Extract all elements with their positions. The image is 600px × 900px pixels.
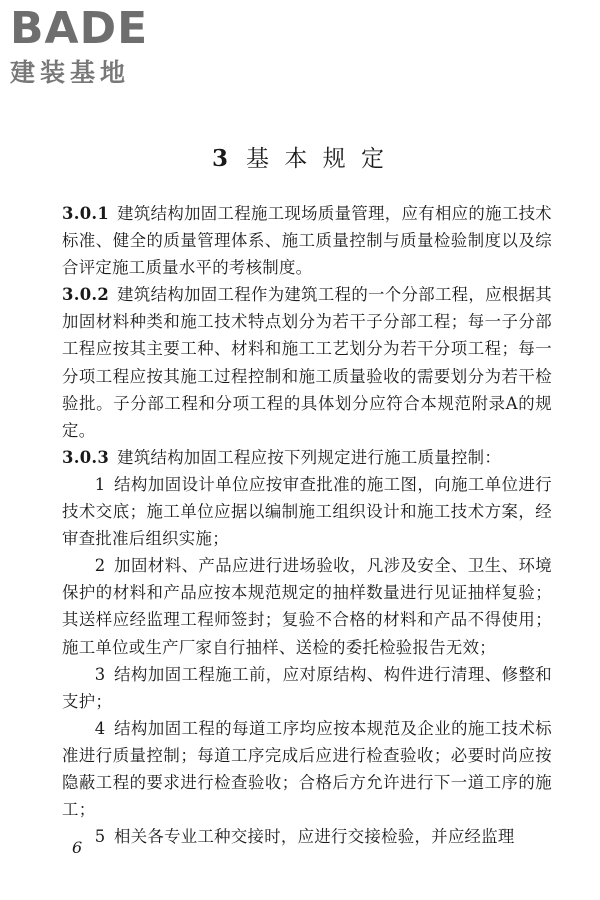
chapter-number: 3: [212, 145, 233, 172]
list-item-1: [62, 471, 552, 552]
list-item-5: [62, 823, 552, 850]
item-number: 1: [94, 474, 106, 494]
item-text: 结构加固设计单位应按审查批准的施工图，向施工单位进行技术交底；施工单位应据以编制施工组织设计和施工技术方案，经审查批准后组织实施；: [62, 474, 552, 549]
list-item-4: [62, 715, 552, 823]
clause-3-0-3: [62, 444, 552, 471]
item-text: 相关各专业工种交接时，应进行交接检验，并应经监理: [114, 827, 515, 847]
clause-3-0-2: [62, 281, 552, 444]
clause-number: 3.0.1: [62, 204, 110, 223]
clause-text: 建筑结构加固工程作为建筑工程的一个分部工程，应根据其加固材料种类和施工技术特点划分为若干子分部工程；每一子分部工程应按其主要工种、材料和施工工艺划分为若干分项工程；每一分项工程应按其施工过程控制和施工质量验收的需要划分为若干检验批。子分部工程和分项工程的具体划分应符合本规范附录A的规定。: [62, 285, 552, 440]
clause-text: 建筑结构加固工程应按下列规定进行施工质量控制：: [117, 447, 502, 467]
clause-3-0-1: [62, 200, 552, 281]
logo-subtitle: 建装基地: [10, 58, 131, 87]
page-number: 6: [72, 838, 83, 857]
item-text: 加固材料、产品应进行进场验收，凡涉及安全、卫生、环境保护的材料和产品应按本规范规定的抽样数量进行见证抽样复验；其送样应经监理工程师签封；复验不合格的材料和产品不得使用；施工单位或生产厂家自行抽样、送检的委托检验报告无效；: [62, 556, 552, 657]
logo-wordmark: BADE: [10, 3, 149, 54]
item-number: 2: [94, 556, 106, 576]
brand-logo: [10, 3, 180, 88]
clause-number: 3.0.3: [62, 447, 110, 467]
clause-text: 建筑结构加固工程施工现场质量管理，应有相应的施工技术标准、健全的质量管理体系、施工质量控制与质量检验制度以及综合评定施工质量水平的考核制度。: [62, 204, 552, 278]
item-text: 结构加固工程施工前，应对原结构、构件进行清理、修整和支护；: [62, 664, 552, 711]
list-item-3: [62, 661, 552, 715]
chapter-title: 基 本 规 定: [246, 146, 388, 172]
item-number: 4: [94, 718, 106, 738]
clause-number: 3.0.2: [62, 285, 110, 305]
list-item-2: [62, 552, 552, 660]
page-body: [62, 200, 552, 850]
chapter-heading: [0, 140, 600, 173]
item-number: 3: [94, 664, 106, 684]
item-number: 5: [94, 827, 106, 847]
item-text: 结构加固工程的每道工序均应按本规范及企业的施工技术标准进行质量控制；每道工序完成后应进行检查验收；必要时尚应按隐蔽工程的要求进行检查验收；合格后方允许进行下一道工序的施工；: [62, 718, 552, 820]
